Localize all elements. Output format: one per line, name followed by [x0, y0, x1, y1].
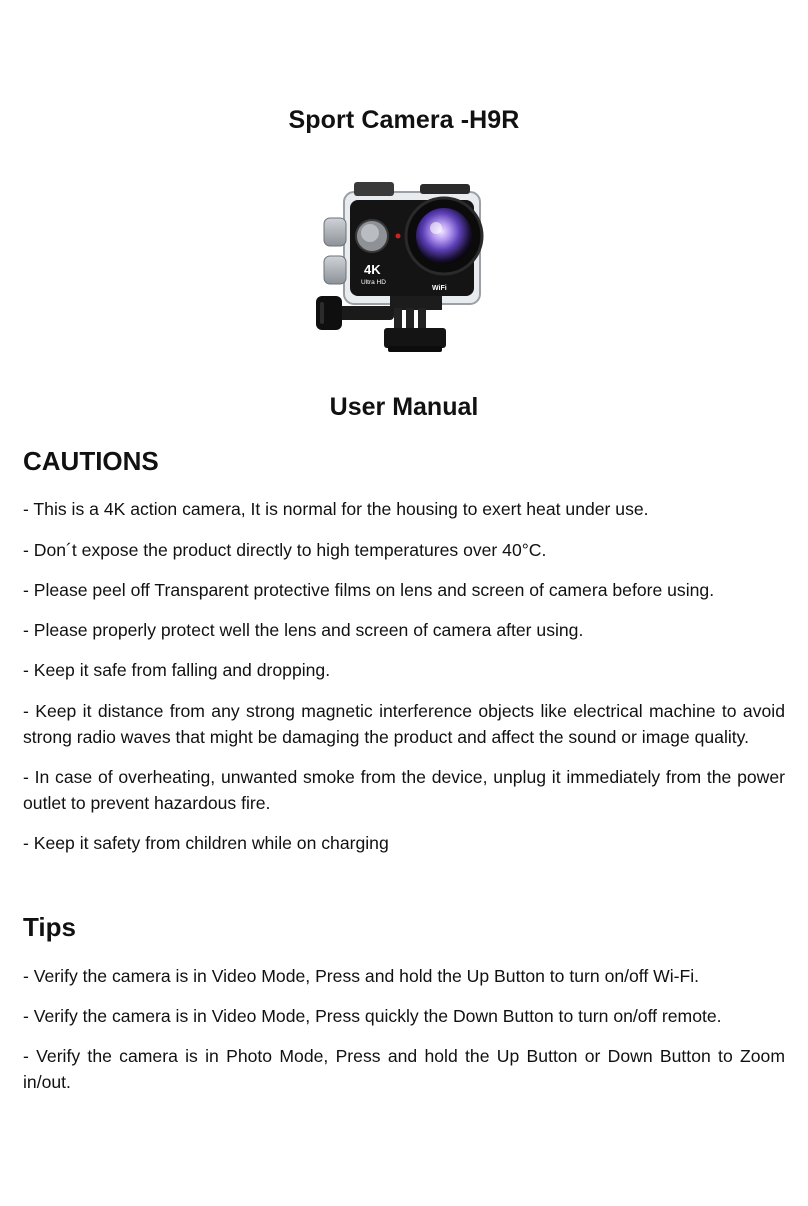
caution-item: - Don´t expose the product directly to high temperatures over 40°C. [23, 540, 547, 560]
caution-item: - In case of overheating, unwanted smoke from the device, unplug it immediately from the power outlet to prevent hazardous fire. [23, 767, 785, 813]
badge-wifi: WiFi [432, 285, 447, 292]
caution-item: - Please peel off Transparent protective films on lens and screen of camera before using. [23, 580, 715, 600]
caution-item: - This is a 4K action camera, It is normal for the housing to exert heat under use. [23, 499, 649, 519]
tip-item: - Verify the camera is in Video Mode, Press and hold the Up Button to turn on/off Wi-Fi. [23, 966, 700, 986]
tip-item: - Verify the camera is in Video Mode, Press quickly the Down Button to turn on/off remote. [23, 1006, 722, 1026]
action-camera-image [304, 178, 504, 358]
caution-item: - Keep it safety from children while on charging [23, 833, 389, 853]
manual-title: User Manual [329, 393, 479, 421]
badge-ultra-hd: Ultra HD [361, 279, 386, 286]
caution-item: - Keep it distance from any strong magnetic interference objects like electrical machine to avoid strong radio waves that might be damaging the product and affect the sound or image quality. [23, 701, 785, 747]
caution-item: - Keep it safe from falling and dropping. [23, 660, 331, 680]
document-title: Sport Camera -H9R [288, 106, 520, 134]
caution-item: - Please properly protect well the lens and screen of camera after using. [23, 620, 584, 640]
badge-4k: 4K [364, 262, 381, 277]
cautions-heading: CAUTIONS [23, 446, 159, 476]
tip-item: - Verify the camera is in Photo Mode, Press and hold the Up Button or Down Button to Zoom in/out. [23, 1046, 785, 1092]
tips-heading: Tips [23, 912, 76, 942]
